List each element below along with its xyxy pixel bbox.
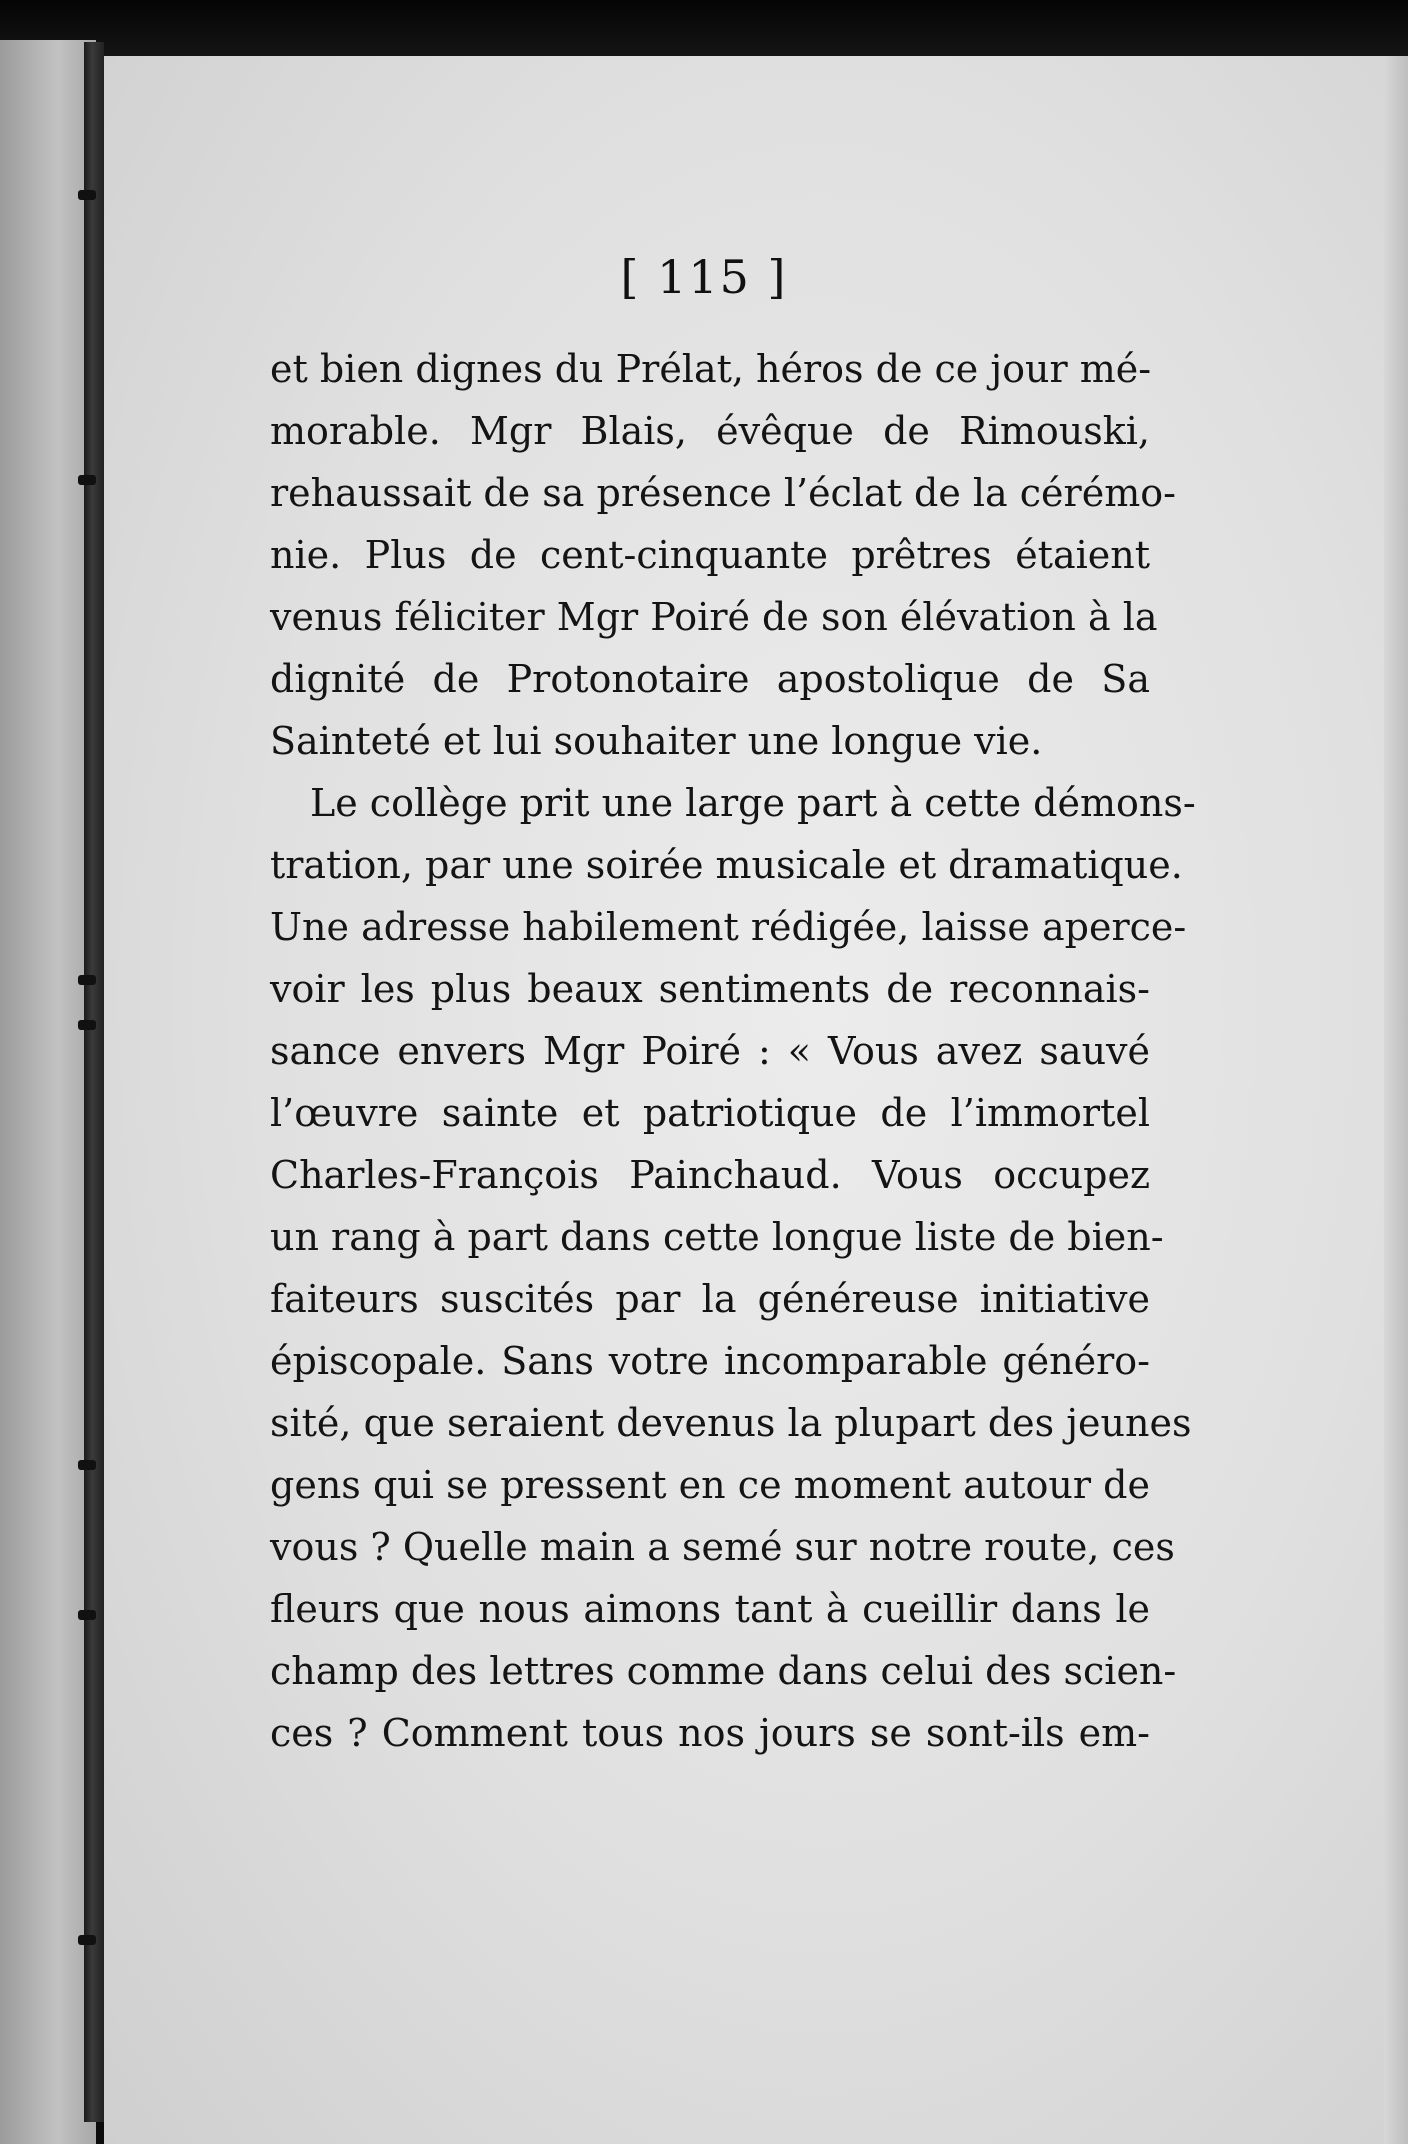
body-text [270,338,1196,1764]
text-line: tration, par une soirée musicale et dramatique. [270,843,1183,887]
text-line: Le collège prit une large part à cette démons- [310,781,1196,825]
binding-stitch [78,475,96,485]
text-line: l’œuvre sainte et patriotique de l’immortel [270,1091,1150,1135]
text-line: vous ? Quelle main a semé sur notre route, ces [270,1525,1175,1569]
text-line: sité, que seraient devenus la plupart des jeunes [270,1401,1192,1445]
text-line: Une adresse habilement rédigée, laisse aperce- [270,905,1187,949]
binding-stitch [78,1460,96,1470]
text-line: sance envers Mgr Poiré : « Vous avez sauvé [270,1029,1150,1073]
binding-stitch [78,1935,96,1945]
page-right-edge [1384,56,1408,2144]
text-line: ces ? Comment tous nos jours se sont-ils em- [270,1711,1150,1755]
book-gutter [84,42,104,2122]
text-line: un rang à part dans cette longue liste de bien- [270,1215,1164,1259]
text-line: dignité de Protonotaire apostolique de Sa [270,657,1150,701]
binding-stitch [78,190,96,200]
text-line: épiscopale. Sans votre incomparable généro- [270,1339,1150,1383]
text-line: Charles-François Painchaud. Vous occupez [270,1153,1150,1197]
text-line: Sainteté et lui souhaiter une longue vie. [270,719,1043,763]
adjacent-page-edge [0,40,96,2144]
text-line: nie. Plus de cent-cinquante prêtres étaient [270,533,1150,577]
text-line: gens qui se pressent en ce moment autour de [270,1463,1150,1507]
page-number: [ 115 ] [620,250,788,304]
binding-stitch [78,1020,96,1030]
text-line: venus féliciter Mgr Poiré de son élévation à la [270,595,1158,639]
text-line: rehaussait de sa présence l’éclat de la cérémo- [270,471,1176,515]
binding-stitch [78,1610,96,1620]
text-line: fleurs que nous aimons tant à cueillir dans le [270,1587,1150,1631]
binding-stitch [78,975,96,985]
text-line: champ des lettres comme dans celui des scien- [270,1649,1177,1693]
text-line: et bien dignes du Prélat, héros de ce jour mé- [270,347,1152,391]
scan-top-border [0,0,1408,58]
text-line: morable. Mgr Blais, évêque de Rimouski, [270,409,1150,453]
text-line: faiteurs suscités par la généreuse initiative [270,1277,1150,1321]
text-line: voir les plus beaux sentiments de reconnais- [270,967,1150,1011]
